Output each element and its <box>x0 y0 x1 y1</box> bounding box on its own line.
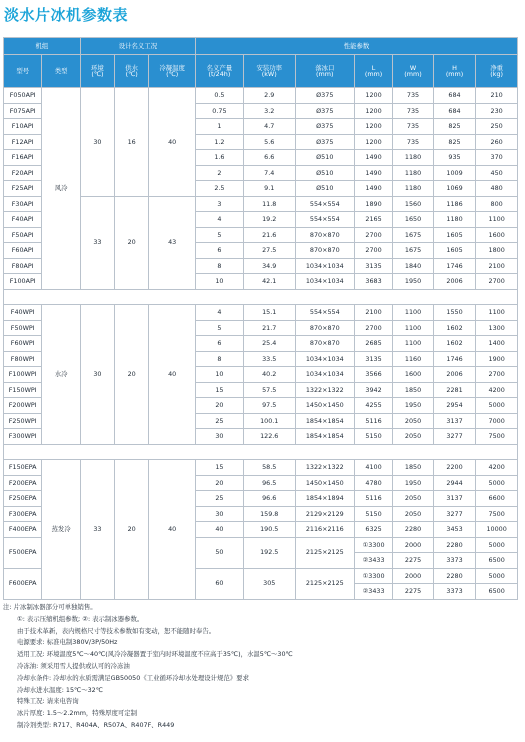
model-cell: F80WPI <box>4 351 42 367</box>
power-cell: 96.6 <box>243 491 295 507</box>
outlet-cell: Ø375 <box>295 103 354 119</box>
model-cell: F200WPI <box>4 398 42 414</box>
width-cell: 1180 <box>393 181 433 197</box>
width-cell: 2050 <box>393 491 433 507</box>
height-cell: 3277 <box>433 506 476 522</box>
power-cell: 159.8 <box>243 506 295 522</box>
header-group-unit: 机组 <box>4 38 81 55</box>
power-cell: 6.6 <box>243 150 295 166</box>
height-cell: 825 <box>433 119 476 135</box>
power-cell: 19.2 <box>243 212 295 228</box>
weight-cell: 450 <box>476 165 518 181</box>
length-cell: 5150 <box>354 429 392 445</box>
power-cell: 122.6 <box>243 429 295 445</box>
output-cell: 8 <box>196 258 244 274</box>
power-cell: 192.5 <box>243 537 295 568</box>
power-cell: 33.5 <box>243 351 295 367</box>
power-cell: 21.6 <box>243 227 295 243</box>
length-cell: ①3300 <box>354 568 392 584</box>
width-cell: 735 <box>393 88 433 104</box>
weight-cell: 2700 <box>476 367 518 383</box>
header-condensing-temp: 冷凝温度 (℃) <box>149 55 196 88</box>
weight-cell: 5000 <box>476 475 518 491</box>
table-row <box>4 305 518 321</box>
length-cell: 2100 <box>354 305 392 321</box>
weight-cell: 370 <box>476 150 518 166</box>
note-line: 冷却水进水温度: 15℃～32℃ <box>17 685 103 694</box>
height-cell: 1605 <box>433 243 476 259</box>
power-cell: 11.8 <box>243 196 295 212</box>
model-cell: F80API <box>4 258 42 274</box>
note-line: 电源要求: 标准电制380V/3P/50Hz <box>17 638 118 647</box>
power-cell: 2.9 <box>243 88 295 104</box>
weight-cell: 230 <box>476 103 518 119</box>
outlet-cell: 870×870 <box>295 243 354 259</box>
model-cell: F16API <box>4 150 42 166</box>
width-cell: 735 <box>393 119 433 135</box>
model-cell: F100WPI <box>4 367 42 383</box>
parameter-table <box>3 37 518 600</box>
length-cell: 2700 <box>354 243 392 259</box>
weight-cell: 210 <box>476 88 518 104</box>
power-cell: 305 <box>243 568 295 599</box>
supply-water-cell: 20 <box>115 305 149 445</box>
height-cell: 1605 <box>433 227 476 243</box>
note-line: 适用工况: 环境温度5℃～40℃(风冷冷凝器置于室内时环境温度不应高于35℃)，水温5℃～30℃ <box>17 650 293 659</box>
output-cell: 1 <box>196 119 244 135</box>
width-cell: 1100 <box>393 336 433 352</box>
outlet-cell: Ø375 <box>295 119 354 135</box>
header-length: L (mm) <box>354 55 392 88</box>
width-cell: 1950 <box>393 475 433 491</box>
outlet-cell: 1322×1322 <box>295 382 354 398</box>
header-height: H (mm) <box>433 55 476 88</box>
ambient-temp-cell: 33 <box>80 460 114 600</box>
weight-cell: 2100 <box>476 258 518 274</box>
length-cell: 1490 <box>354 150 392 166</box>
power-cell: 100.1 <box>243 413 295 429</box>
output-cell: 5 <box>196 320 244 336</box>
height-cell: 3453 <box>433 522 476 538</box>
height-cell: 2200 <box>433 460 476 476</box>
width-cell: 1840 <box>393 258 433 274</box>
height-cell: 684 <box>433 88 476 104</box>
width-cell: 1160 <box>393 351 433 367</box>
model-cell: F10API <box>4 119 42 135</box>
supply-water-cell: 20 <box>115 460 149 600</box>
model-cell: F60WPI <box>4 336 42 352</box>
group-separator <box>4 289 518 305</box>
height-cell: 1602 <box>433 320 476 336</box>
model-cell: F50API <box>4 227 42 243</box>
output-cell: 5 <box>196 227 244 243</box>
length-cell: 3942 <box>354 382 392 398</box>
output-cell: 6 <box>196 243 244 259</box>
power-cell: 58.5 <box>243 460 295 476</box>
condensing-temp-cell: 40 <box>149 88 196 197</box>
model-cell: F100API <box>4 274 42 290</box>
output-cell: 30 <box>196 429 244 445</box>
power-cell: 21.7 <box>243 320 295 336</box>
outlet-cell: 554×554 <box>295 212 354 228</box>
power-cell: 15.1 <box>243 305 295 321</box>
power-cell: 96.5 <box>243 475 295 491</box>
output-cell: 4 <box>196 212 244 228</box>
width-cell: 1950 <box>393 398 433 414</box>
output-cell: 15 <box>196 460 244 476</box>
width-cell: 2275 <box>393 553 433 569</box>
weight-cell: 7500 <box>476 506 518 522</box>
note-line: 特殊工况: 请来电咨询 <box>17 697 79 706</box>
model-cell: F25API <box>4 181 42 197</box>
height-cell: 1186 <box>433 196 476 212</box>
height-cell: 3277 <box>433 429 476 445</box>
length-cell: 1200 <box>354 119 392 135</box>
model-cell: F20API <box>4 165 42 181</box>
ambient-temp-cell: 33 <box>80 196 114 289</box>
header-ice-outlet: 落冰口 (mm) <box>295 55 354 88</box>
height-cell: 1602 <box>433 336 476 352</box>
height-cell: 825 <box>433 134 476 150</box>
table-row <box>4 460 518 476</box>
length-cell: 3135 <box>354 351 392 367</box>
ambient-temp-cell: 30 <box>80 305 114 445</box>
height-cell: 3137 <box>433 413 476 429</box>
model-cell: F12API <box>4 134 42 150</box>
model-cell: F150EPA <box>4 460 42 476</box>
model-cell: F40API <box>4 212 42 228</box>
condensing-temp-cell: 40 <box>149 460 196 600</box>
outlet-cell: Ø510 <box>295 150 354 166</box>
width-cell: 2000 <box>393 568 433 584</box>
model-cell: F300WPI <box>4 429 42 445</box>
length-cell: 6325 <box>354 522 392 538</box>
note-line: 制冷剂类型: R717、R404A、R507A、R407F、R449 <box>17 720 175 729</box>
weight-cell: 6600 <box>476 491 518 507</box>
table-row <box>4 88 518 104</box>
outlet-cell: 1854×1894 <box>295 491 354 507</box>
output-cell: 6 <box>196 336 244 352</box>
type-cell: 风冷 <box>42 88 80 290</box>
outlet-cell: 870×870 <box>295 320 354 336</box>
note-line: 冷冻油: 须采用雪人提供或认可的冷冻油 <box>17 661 130 670</box>
outlet-cell: 2125×2125 <box>295 568 354 599</box>
header-net-weight: 净重 (kg) <box>476 55 518 88</box>
length-cell: 1490 <box>354 181 392 197</box>
condensing-temp-cell: 43 <box>149 196 196 289</box>
header-nominal-output: 名义产量 (t/24h) <box>196 55 244 88</box>
output-cell: 25 <box>196 413 244 429</box>
header-group-performance: 性能参数 <box>196 38 518 55</box>
height-cell: 1746 <box>433 351 476 367</box>
output-cell: 20 <box>196 475 244 491</box>
length-cell: ①3300 <box>354 537 392 553</box>
height-cell: 2954 <box>433 398 476 414</box>
type-cell: 蒸发冷 <box>42 460 80 600</box>
width-cell: 2050 <box>393 506 433 522</box>
weight-cell: 260 <box>476 134 518 150</box>
note-line: ①: 表示压缩机组参数; ②: 表示制冰器参数。 <box>17 614 144 623</box>
weight-cell: 6500 <box>476 553 518 569</box>
model-cell: F50WPI <box>4 320 42 336</box>
width-cell: 1675 <box>393 227 433 243</box>
model-cell: F250WPI <box>4 413 42 429</box>
model-cell: F075API <box>4 103 42 119</box>
width-cell: 1850 <box>393 460 433 476</box>
length-cell: 5116 <box>354 491 392 507</box>
width-cell: 2000 <box>393 537 433 553</box>
power-cell: 9.1 <box>243 181 295 197</box>
output-cell: 2 <box>196 165 244 181</box>
length-cell: 4100 <box>354 460 392 476</box>
length-cell: 1200 <box>354 103 392 119</box>
width-cell: 1100 <box>393 305 433 321</box>
outlet-cell: 1450×1450 <box>295 475 354 491</box>
height-cell: 3373 <box>433 553 476 569</box>
height-cell: 684 <box>433 103 476 119</box>
output-cell: 3 <box>196 196 244 212</box>
output-cell: 20 <box>196 398 244 414</box>
height-cell: 935 <box>433 150 476 166</box>
power-cell: 190.5 <box>243 522 295 538</box>
outlet-cell: 870×870 <box>295 227 354 243</box>
height-cell: 3137 <box>433 491 476 507</box>
length-cell: 2700 <box>354 227 392 243</box>
weight-cell: 5000 <box>476 537 518 553</box>
weight-cell: 1100 <box>476 305 518 321</box>
height-cell: 1550 <box>433 305 476 321</box>
output-cell: 10 <box>196 367 244 383</box>
note-line: 冷却水条件: 冷却水的水质需满足GB50050《工业循环冷却水处理设计规范》要求 <box>17 673 249 682</box>
header-group-design: 设计名义工况 <box>80 38 195 55</box>
power-cell: 27.5 <box>243 243 295 259</box>
outlet-cell: 1034×1034 <box>295 367 354 383</box>
power-cell: 57.5 <box>243 382 295 398</box>
width-cell: 2280 <box>393 522 433 538</box>
weight-cell: 10000 <box>476 522 518 538</box>
header-type: 类型 <box>42 55 80 88</box>
outlet-cell: Ø510 <box>295 181 354 197</box>
output-cell: 2.5 <box>196 181 244 197</box>
power-cell: 7.4 <box>243 165 295 181</box>
length-cell: 2700 <box>354 320 392 336</box>
height-cell: 3373 <box>433 584 476 600</box>
model-cell: F400EPA <box>4 522 42 538</box>
outlet-cell: 1034×1034 <box>295 258 354 274</box>
length-cell: 1200 <box>354 88 392 104</box>
weight-cell: 1400 <box>476 336 518 352</box>
weight-cell: 1300 <box>476 320 518 336</box>
width-cell: 1600 <box>393 367 433 383</box>
width-cell: 1100 <box>393 320 433 336</box>
outlet-cell: 1034×1034 <box>295 274 354 290</box>
model-cell: F300EPA <box>4 506 42 522</box>
weight-cell: 5000 <box>476 398 518 414</box>
weight-cell: 6500 <box>476 584 518 600</box>
note-line: 由于技术革新，表内规格尺寸等技术参数如有变动，恕不能随时奉告。 <box>17 626 216 635</box>
type-cell: 水冷 <box>42 305 80 445</box>
table-row <box>4 196 518 212</box>
length-cell: 1200 <box>354 134 392 150</box>
header-width: W (mm) <box>393 55 433 88</box>
power-cell: 42.1 <box>243 274 295 290</box>
length-cell: 5116 <box>354 413 392 429</box>
output-cell: 60 <box>196 568 244 599</box>
power-cell: 4.7 <box>243 119 295 135</box>
output-cell: 30 <box>196 506 244 522</box>
power-cell: 3.2 <box>243 103 295 119</box>
header-installed-power: 安装功率 (kW) <box>243 55 295 88</box>
outlet-cell: 870×870 <box>295 336 354 352</box>
outlet-cell: 2125×2125 <box>295 537 354 568</box>
weight-cell: 7500 <box>476 429 518 445</box>
length-cell: 4255 <box>354 398 392 414</box>
weight-cell: 250 <box>476 119 518 135</box>
width-cell: 2050 <box>393 413 433 429</box>
outlet-cell: 1854×1854 <box>295 413 354 429</box>
height-cell: 1746 <box>433 258 476 274</box>
length-cell: 2165 <box>354 212 392 228</box>
length-cell: ②3433 <box>354 584 392 600</box>
weight-cell: 480 <box>476 181 518 197</box>
width-cell: 1950 <box>393 274 433 290</box>
condensing-temp-cell: 40 <box>149 305 196 445</box>
height-cell: 1069 <box>433 181 476 197</box>
output-cell: 25 <box>196 491 244 507</box>
height-cell: 2944 <box>433 475 476 491</box>
output-cell: 1.6 <box>196 150 244 166</box>
model-cell: F60API <box>4 243 42 259</box>
power-cell: 40.2 <box>243 367 295 383</box>
height-cell: 2006 <box>433 274 476 290</box>
length-cell: 2685 <box>354 336 392 352</box>
power-cell: 97.5 <box>243 398 295 414</box>
width-cell: 1180 <box>393 165 433 181</box>
length-cell: 3135 <box>354 258 392 274</box>
outlet-cell: 2129×2129 <box>295 506 354 522</box>
outlet-cell: 1450×1450 <box>295 398 354 414</box>
weight-cell: 1100 <box>476 212 518 228</box>
outlet-cell: 2116×2116 <box>295 522 354 538</box>
width-cell: 2050 <box>393 429 433 445</box>
width-cell: 2275 <box>393 584 433 600</box>
weight-cell: 5000 <box>476 568 518 584</box>
output-cell: 50 <box>196 537 244 568</box>
supply-water-cell: 16 <box>115 88 149 197</box>
weight-cell: 4200 <box>476 460 518 476</box>
height-cell: 2006 <box>433 367 476 383</box>
ambient-temp-cell: 30 <box>80 88 114 197</box>
output-cell: 15 <box>196 382 244 398</box>
length-cell: 1890 <box>354 196 392 212</box>
note-heading: 注: 片冰制冰器部分可单独销售。 <box>3 603 97 611</box>
weight-cell: 2700 <box>476 274 518 290</box>
model-cell: F30API <box>4 196 42 212</box>
length-cell: 3566 <box>354 367 392 383</box>
weight-cell: 7000 <box>476 413 518 429</box>
model-cell: F600EPA <box>4 568 42 599</box>
model-cell: F150WPI <box>4 382 42 398</box>
header-supply-water: 供水 (℃) <box>115 55 149 88</box>
length-cell: 1490 <box>354 165 392 181</box>
page-title: 淡水片冰机参数表 <box>4 6 129 24</box>
output-cell: 40 <box>196 522 244 538</box>
length-cell: ②3433 <box>354 553 392 569</box>
output-cell: 1.2 <box>196 134 244 150</box>
note-line: 冰片厚度: 1.5～2.2mm，特殊厚度可定制 <box>17 709 138 718</box>
power-cell: 34.9 <box>243 258 295 274</box>
output-cell: 0.5 <box>196 88 244 104</box>
width-cell: 1180 <box>393 150 433 166</box>
height-cell: 2280 <box>433 568 476 584</box>
width-cell: 735 <box>393 103 433 119</box>
model-cell: F40WPI <box>4 305 42 321</box>
outlet-cell: Ø375 <box>295 88 354 104</box>
notes-section <box>3 602 518 732</box>
width-cell: 735 <box>393 134 433 150</box>
weight-cell: 800 <box>476 196 518 212</box>
output-cell: 10 <box>196 274 244 290</box>
outlet-cell: 1034×1034 <box>295 351 354 367</box>
output-cell: 4 <box>196 305 244 321</box>
height-cell: 1009 <box>433 165 476 181</box>
width-cell: 1650 <box>393 212 433 228</box>
weight-cell: 1600 <box>476 227 518 243</box>
model-cell: F250EPA <box>4 491 42 507</box>
output-cell: 8 <box>196 351 244 367</box>
outlet-cell: Ø510 <box>295 165 354 181</box>
weight-cell: 1900 <box>476 351 518 367</box>
outlet-cell: 1854×1854 <box>295 429 354 445</box>
output-cell: 0.75 <box>196 103 244 119</box>
weight-cell: 4200 <box>476 382 518 398</box>
header-ambient: 环境 (℃) <box>80 55 114 88</box>
supply-water-cell: 20 <box>115 196 149 289</box>
height-cell: 2281 <box>433 382 476 398</box>
width-cell: 1675 <box>393 243 433 259</box>
length-cell: 5150 <box>354 506 392 522</box>
width-cell: 1560 <box>393 196 433 212</box>
power-cell: 25.4 <box>243 336 295 352</box>
header-model: 型号 <box>4 55 42 88</box>
group-separator <box>4 444 518 460</box>
outlet-cell: 554×554 <box>295 305 354 321</box>
model-cell: F500EPA <box>4 537 42 568</box>
power-cell: 5.6 <box>243 134 295 150</box>
width-cell: 1850 <box>393 382 433 398</box>
height-cell: 2280 <box>433 537 476 553</box>
model-cell: F200EPA <box>4 475 42 491</box>
outlet-cell: Ø375 <box>295 134 354 150</box>
outlet-cell: 1322×1322 <box>295 460 354 476</box>
length-cell: 3683 <box>354 274 392 290</box>
weight-cell: 1800 <box>476 243 518 259</box>
length-cell: 4780 <box>354 475 392 491</box>
height-cell: 1180 <box>433 212 476 228</box>
model-cell: F050API <box>4 88 42 104</box>
outlet-cell: 554×554 <box>295 196 354 212</box>
